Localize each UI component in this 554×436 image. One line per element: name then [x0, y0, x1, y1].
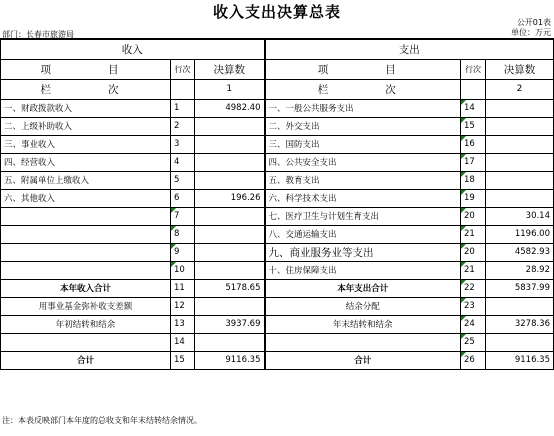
- expense-amount: 30.14: [486, 207, 554, 225]
- expense-summary-label: 结余分配: [265, 297, 461, 315]
- expense-row-number: 16: [461, 135, 486, 153]
- income-item-label: 一、财政拨款收入: [1, 99, 171, 117]
- expense-row-number: 21: [461, 225, 486, 243]
- expense-amount: [486, 171, 554, 189]
- income-summary-amount: 5178.65: [195, 279, 265, 297]
- income-column-number: 1: [195, 79, 265, 99]
- expense-amount: [486, 153, 554, 171]
- expense-column-number: 2: [486, 79, 554, 99]
- section-header-row: [1, 39, 554, 59]
- unit-label: 单位：万元: [511, 28, 551, 37]
- expense-summary-amount: 5837.99: [486, 279, 554, 297]
- summary-row: [1, 279, 554, 297]
- column-header-row: [1, 59, 554, 79]
- summary-row: [1, 351, 554, 369]
- expense-row-number: 19: [461, 189, 486, 207]
- income-amount: [195, 243, 265, 261]
- income-amount: 196.26: [195, 189, 265, 207]
- expense-amount: 28.92: [486, 261, 554, 279]
- footnote: 注：本表反映部门本年度的总收支和年末结转结余情况。: [2, 416, 202, 425]
- report-title: 收入支出决算总表: [212, 3, 341, 21]
- column-number-row: [1, 79, 554, 99]
- income-summary-label: 本年收入合计: [1, 279, 171, 297]
- expense-summary-amount: 9116.35: [486, 351, 554, 369]
- income-summary-row-number: 13: [171, 315, 195, 333]
- income-rowno-header: 行次: [171, 59, 195, 79]
- expense-amount: 4582.93: [486, 243, 554, 261]
- expense-item-label: 八、交通运输支出: [265, 225, 461, 243]
- expense-summary-amount: [486, 297, 554, 315]
- expense-item-label: 二、外交支出: [265, 117, 461, 135]
- expense-summary-label: 合计: [265, 351, 461, 369]
- table-row: [1, 171, 554, 189]
- table-row: [1, 225, 554, 243]
- income-amount-header: 决算数: [195, 59, 265, 79]
- summary-row: [1, 297, 554, 315]
- income-item-label: 三、事业收入: [1, 135, 171, 153]
- expense-summary-amount: [486, 333, 554, 351]
- income-section-header: 收入: [1, 39, 265, 59]
- expense-item-label: 六、科学技术支出: [265, 189, 461, 207]
- expense-amount: [486, 135, 554, 153]
- income-item-label: [1, 225, 171, 243]
- income-row-number: 2: [171, 117, 195, 135]
- expense-row-number: 20: [461, 207, 486, 225]
- expense-amount: [486, 99, 554, 117]
- income-amount: [195, 135, 265, 153]
- expense-row-number: 15: [461, 117, 486, 135]
- expense-item-label: 七、医疗卫生与计划生育支出: [265, 207, 461, 225]
- income-item-label: 二、上级补助收入: [1, 117, 171, 135]
- income-amount: [195, 207, 265, 225]
- expense-amount: 1196.00: [486, 225, 554, 243]
- income-summary-label: 用事业基金弥补收支差额: [1, 297, 171, 315]
- income-amount: [195, 261, 265, 279]
- expense-item-label: 四、公共安全支出: [265, 153, 461, 171]
- expense-summary-label: 本年支出合计: [265, 279, 461, 297]
- summary-row: [1, 315, 554, 333]
- income-row-number: 6: [171, 189, 195, 207]
- expense-row-number: 17: [461, 153, 486, 171]
- income-summary-row-number: 14: [171, 333, 195, 351]
- expense-row-number: 21: [461, 261, 486, 279]
- expense-item-header: 项 目: [265, 59, 461, 79]
- table-row: [1, 117, 554, 135]
- income-item-label: 四、经营收入: [1, 153, 171, 171]
- income-summary-label: 合计: [1, 351, 171, 369]
- income-summary-amount: 3937.69: [195, 315, 265, 333]
- expense-summary-row-number: 23: [461, 297, 486, 315]
- expense-item-label: 一、一般公共服务支出: [265, 99, 461, 117]
- expense-summary-label: [265, 333, 461, 351]
- income-row-number: 7: [171, 207, 195, 225]
- expense-summary-row-number: 24: [461, 315, 486, 333]
- income-lanci-blank: [171, 79, 195, 99]
- income-row-number: 5: [171, 171, 195, 189]
- expense-row-number: 14: [461, 99, 486, 117]
- form-code: 公开01表: [516, 18, 551, 27]
- expense-item-label: 十、住房保障支出: [265, 261, 461, 279]
- income-item-header: 项 目: [1, 59, 171, 79]
- income-item-label: [1, 243, 171, 261]
- expense-summary-label: 年末结转和结余: [265, 315, 461, 333]
- expense-amount-header: 决算数: [486, 59, 554, 79]
- expense-lanci-label: 栏 次: [265, 79, 461, 99]
- table-row: [1, 189, 554, 207]
- income-row-number: 1: [171, 99, 195, 117]
- income-item-label: [1, 261, 171, 279]
- income-expense-table: [0, 38, 554, 370]
- income-amount: [195, 171, 265, 189]
- table-row: [1, 243, 554, 261]
- income-amount: [195, 117, 265, 135]
- income-row-number: 8: [171, 225, 195, 243]
- expense-row-number: 18: [461, 171, 486, 189]
- expense-lanci-blank: [461, 79, 486, 99]
- income-summary-amount: [195, 333, 265, 351]
- income-amount: 4982.40: [195, 99, 265, 117]
- summary-row: [1, 333, 554, 351]
- income-amount: [195, 153, 265, 171]
- expense-item-label: 九、商业服务业等支出: [265, 243, 461, 261]
- expense-item-label: 五、教育支出: [265, 171, 461, 189]
- table-row: [1, 99, 554, 117]
- income-item-label: 六、其他收入: [1, 189, 171, 207]
- income-summary-row-number: 12: [171, 297, 195, 315]
- income-amount: [195, 225, 265, 243]
- table-row: [1, 135, 554, 153]
- expense-summary-row-number: 22: [461, 279, 486, 297]
- expense-amount: [486, 117, 554, 135]
- expense-summary-row-number: 26: [461, 351, 486, 369]
- income-summary-row-number: 11: [171, 279, 195, 297]
- income-item-label: [1, 207, 171, 225]
- income-summary-label: 年初结转和结余: [1, 315, 171, 333]
- expense-amount: [486, 189, 554, 207]
- table-row: [1, 207, 554, 225]
- department-label: 部门：长春市旅游局: [2, 30, 74, 39]
- income-row-number: 4: [171, 153, 195, 171]
- expense-section-header: 支出: [265, 39, 554, 59]
- expense-rowno-header: 行次: [461, 59, 486, 79]
- expense-summary-amount: 3278.36: [486, 315, 554, 333]
- expense-summary-row-number: 25: [461, 333, 486, 351]
- expense-row-number: 20: [461, 243, 486, 261]
- income-lanci-label: 栏 次: [1, 79, 171, 99]
- table-row: [1, 261, 554, 279]
- income-summary-label: [1, 333, 171, 351]
- income-summary-row-number: 15: [171, 351, 195, 369]
- income-row-number: 3: [171, 135, 195, 153]
- expense-item-label: 三、国防支出: [265, 135, 461, 153]
- income-summary-amount: [195, 297, 265, 315]
- income-row-number: 9: [171, 243, 195, 261]
- income-item-label: 五、附属单位上缴收入: [1, 171, 171, 189]
- table-row: [1, 153, 554, 171]
- income-row-number: 10: [171, 261, 195, 279]
- income-summary-amount: 9116.35: [195, 351, 265, 369]
